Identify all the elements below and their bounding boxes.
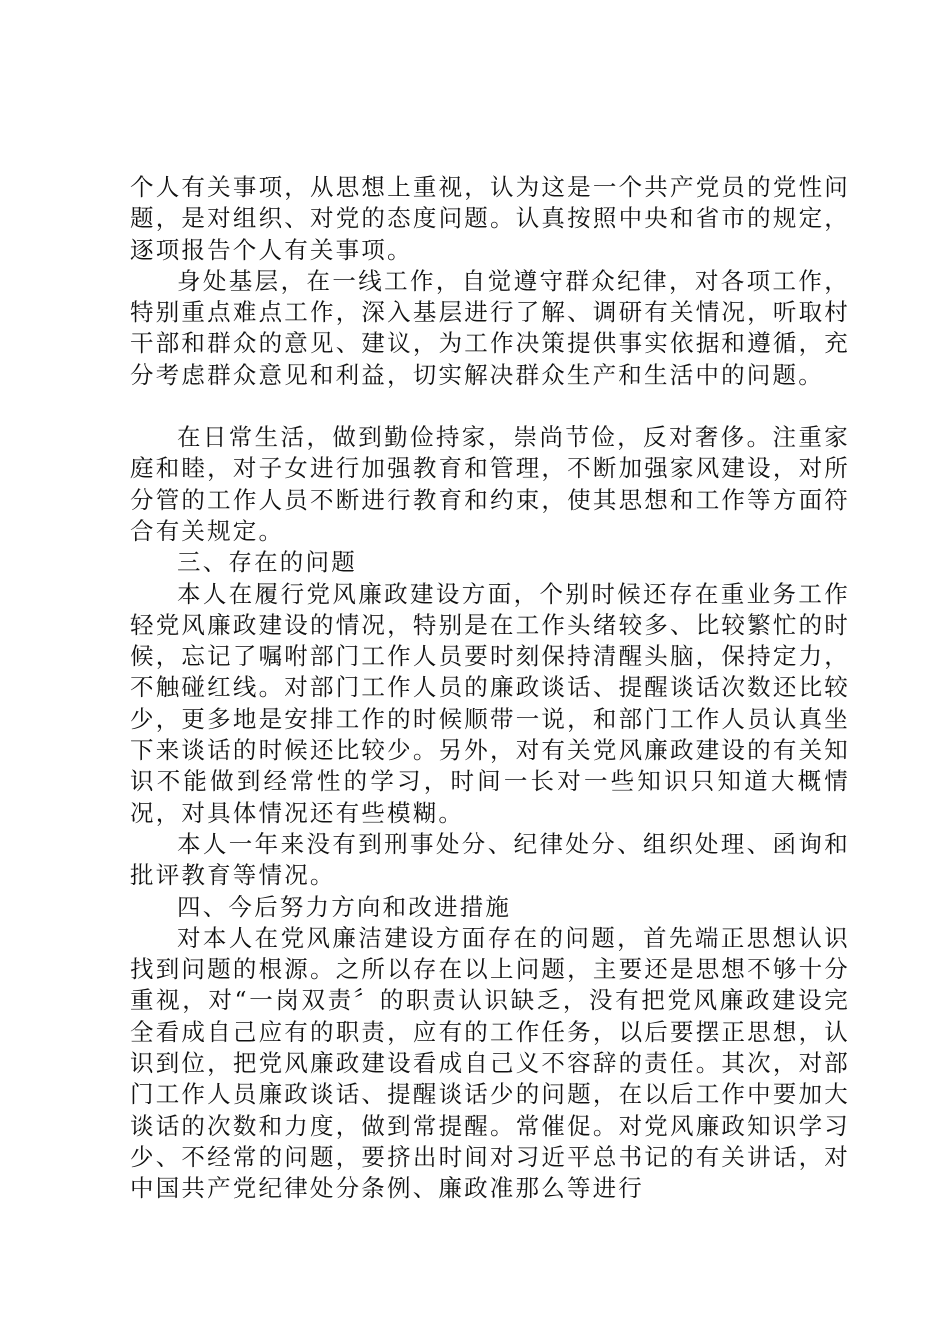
paragraph-no-sanctions: 本人一年来没有到刑事处分、纪律处分、组织处理、函询和批评教育等情况。 [130, 829, 850, 890]
section-heading-problems: 三、存在的问题 [177, 548, 357, 577]
paragraph-problems: 本人在履行党风廉政建设方面，个别时候还存在重业务工作轻党风廉政建设的情况，特别是在工作头绪较多、比较繁忙的时候，忘记了嘱咐部门工作人员要时刻保持清醒头脑，保持定力，不触碰红线。对部门工作人员的廉政谈话、提醒谈话次数还比较少，更多地是安排工作的时候顺带一说，和部门工作人员认真坐下来谈话的时候还比较少。另外，对有关党风廉政建设的有关知识不能做到经常性的学习，时间一长对一些知识只知道大概情况，对具体情况还有些模糊。 [130, 579, 850, 827]
paragraph-grassroots: 身处基层，在一线工作，自觉遵守群众纪律，对各项工作，特别重点难点工作，深入基层进行了解、调研有关情况，听取村干部和群众的意见、建议，为工作决策提供事实依据和遵循，充分考虑群众意见和利益，切实解决群众生产和生活中的问题。 [130, 266, 850, 389]
paragraph-continuation: 个人有关事项，从思想上重视，认为这是一个共产党员的党性问题，是对组织、对党的态度问题。认真按照中央和省市的规定，逐项报告个人有关事项。 [130, 173, 850, 264]
paragraph-improvements: 对本人在党风廉洁建设方面存在的问题，首先端正思想认识找到问题的根源。之所以存在以上问题，主要还是思想不够十分重视，对“一岗双责〞的职责认识缺乏，没有把党风廉政建设完全看成自己应有的职责，应有的工作任务，以后要摆正思想，认识到位，把党风廉政建设看成自己义不容辞的责任。其次，对部门工作人员廉政谈话、提醒谈话少的问题，在以后工作中要加大谈话的次数和力度，做到常提醒。常催促。对党风廉政知识学习少、不经常的问题，要挤出时间对习近平总书记的有关讲话，对中国共产党纪律处分条例、廉政准那么等进行 [130, 923, 850, 1203]
document-body [130, 172, 850, 1205]
paragraph-daily-life: 在日常生活，做到勤俭持家，崇尚节俭，反对奢侈。注重家庭和睦，对子女进行加强教育和管理，不断加强家风建设，对所分管的工作人员不断进行教育和约束，使其思想和工作等方面符合有关规定。 [130, 423, 850, 545]
section-heading-improvements: 四、今后努力方向和改进措施 [177, 892, 512, 921]
